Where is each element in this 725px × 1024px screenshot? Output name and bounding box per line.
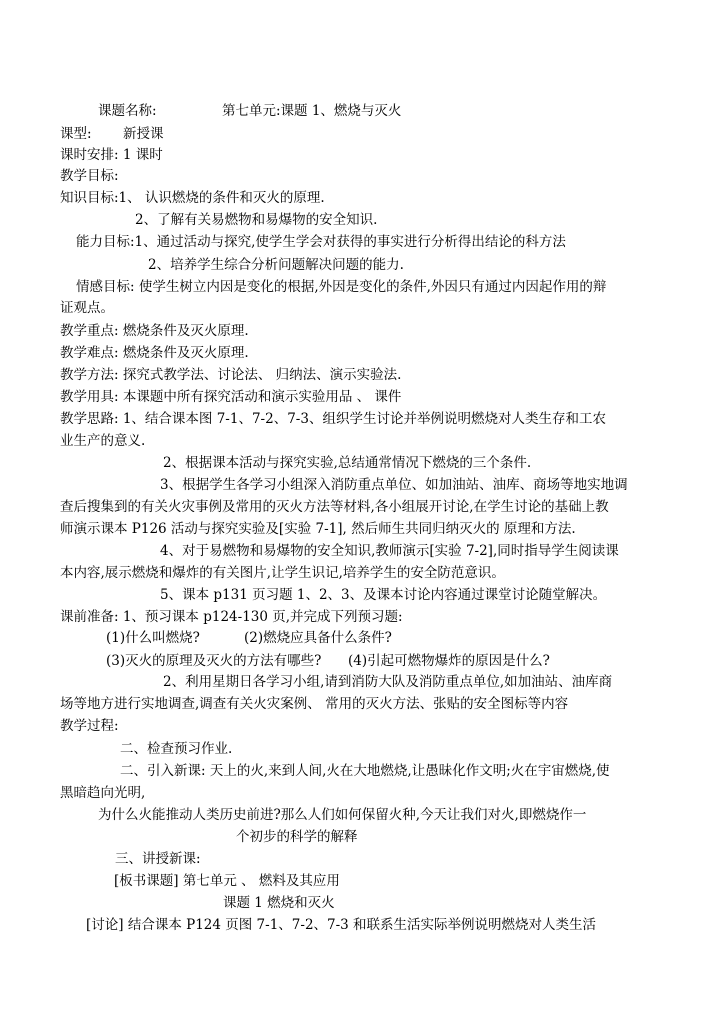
step-new-lesson: 三、讲授新课: [115, 851, 201, 867]
title-label: 课题名称: [98, 103, 157, 119]
emotion-goal-2: 证观点。 [60, 300, 114, 316]
ability-goal-1: 能力目标:1、通过活动与探究,使学生学会对获得的事实进行分析得出结论的科方法 [76, 234, 566, 250]
teaching-method: 教学方法: 探究式教学法、讨论法、 归纳法、演示实验法. [60, 367, 402, 383]
step-introduce-c: 为什么火能推动人类历史前进?那么人们如何保留火种,今天让我们对火,即燃烧作一 [98, 807, 587, 823]
teaching-idea-5: 5、课本 p131 页习题 1、2、3、及课本讨论内容通过课堂讨论随堂解决。 [160, 587, 607, 603]
teaching-process-heading: 教学过程: [60, 718, 119, 734]
key-point: 教学重点: 燃烧条件及灭火原理. [60, 323, 249, 339]
ability-goal-2: 2、培养学生综合分析问题解决问题的能力. [148, 257, 404, 273]
teaching-idea-4b: 本内容,展示燃烧和爆炸的有关图片,让学生识记,培养学生的安全防范意识。 [60, 565, 505, 581]
teaching-idea-1b: 业生产的意义. [60, 433, 146, 449]
teaching-goals-heading: 教学目标: [60, 168, 119, 184]
teaching-idea-3b: 查后搜集到的有关火灾事例及常用的灭火方法等材料,各小组展开讨论,在学生讨论的基础上教 [60, 499, 609, 515]
knowledge-goal-1: 知识目标:1、 认识燃烧的条件和灭火的原理. [60, 190, 325, 206]
board-title-1: [板书课题] 第七单元 、 燃料及其应用 [114, 873, 340, 889]
preparation-2a: 2、利用星期日各学习小组,请到消防大队及消防重点单位,如加油站、油库商 [163, 674, 613, 690]
step-introduce-a: 二、引入新课: 天上的火,来到人间,火在大地燃烧,让愚昧化作文明;火在宇宙燃烧,使 [120, 763, 610, 779]
preparation-question-3: (3)灭火的原理及灭火的方法有哪些? [106, 653, 322, 669]
teaching-supplies: 教学用具: 本课题中所有探究活动和演示实验用品 、 课件 [60, 389, 402, 405]
preparation-question-4: (4)引起可燃物爆炸的原因是什么? [348, 653, 550, 669]
step-introduce-b: 黑暗趋向光明, [60, 785, 146, 801]
teaching-idea-4a: 4、对于易燃物和易爆物的安全知识,教师演示[实验 7-2],同时指导学生阅读课 [160, 543, 619, 559]
lesson-type-label: 课型: [60, 126, 92, 142]
preparation-2b: 场等地方进行实地调查,调查有关火灾案例、 常用的灭火方法、张贴的安全图标等内容 [60, 696, 569, 712]
difficulty: 教学难点: 燃烧条件及灭火原理. [60, 345, 249, 361]
step-introduce-d: 个初步的科学的解释 [236, 829, 358, 845]
title-value: 第七单元:课题 1、燃烧与灭火 [222, 103, 402, 119]
knowledge-goal-2: 2、了解有关易燃物和易爆物的安全知识. [135, 212, 378, 228]
teaching-idea-3c: 师演示课本 P126 活动与探究实验及[实验 7-1], 然后师生共同归纳灭火的 原理和方法. [60, 521, 576, 537]
preparation-question-2: (2)燃烧应具备什么条件? [244, 630, 392, 646]
preparation-1: 课前准备: 1、预习课本 p124-130 页,并完成下列预习题: [60, 609, 403, 625]
board-title-2: 课题 1 燃烧和灭火 [223, 895, 335, 911]
teaching-idea-2: 2、根据课本活动与探究实验,总结通常情况下燃烧的三个条件. [163, 455, 532, 471]
teaching-idea-1a: 教学思路: 1、结合课本图 7-1、7-2、7-3、组织学生讨论并举例说明燃烧对人类生存和工农 [60, 411, 606, 427]
lesson-hours: 课时安排: 1 课时 [60, 147, 163, 163]
preparation-question-1: (1)什么叫燃烧? [106, 630, 200, 646]
discussion: [讨论] 结合课本 P124 页图 7-1、7-2、7-3 和联系生活实际举例说明燃烧对人类生活 [86, 917, 597, 933]
emotion-goal-1: 情感目标: 使学生树立内因是变化的根据,外因是变化的条件,外因只有通过内因起作用的辩 [76, 279, 607, 295]
step-check-homework: 二、检查预习作业. [120, 741, 233, 757]
teaching-idea-3a: 3、根据学生各学习小组深入消防重点单位、如加油站、油库、商场等地实地调 [160, 477, 628, 493]
lesson-type-value: 新授课 [123, 126, 164, 142]
